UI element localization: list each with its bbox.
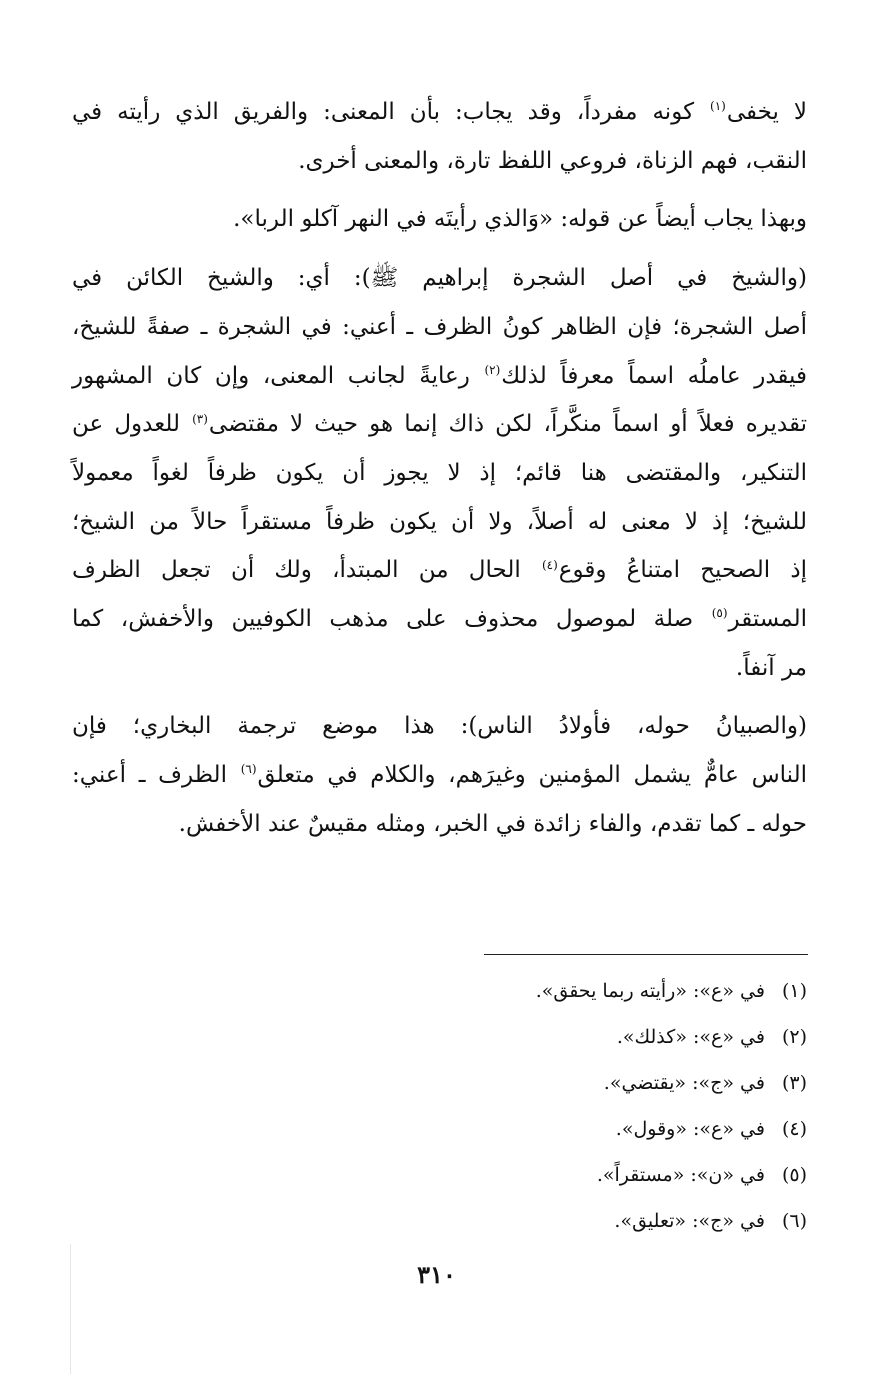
- text-line: التنكير، والمقتضى هنا قائم؛ إذ لا يجوز أن يكون ظرفاً لغواً معمولاً: [72, 459, 807, 486]
- footnote-item: [407, 1152, 807, 1198]
- text-line: مر آنفاً.: [735, 654, 807, 681]
- text-line: إذ الصحيح امتناعُ وقوع$^{(٤)}$ الحال من المبتدأ، ولك أن تجعل الظرف: [72, 557, 807, 584]
- text-line: (والصبيانُ حوله، فأولادُ الناس): هذا موضع ترجمة البخاري؛ فإن: [72, 713, 807, 740]
- footnote-number: (١): [781, 980, 807, 1002]
- footnote-marker[interactable]: (٤): [541, 557, 558, 572]
- footnote-marker[interactable]: (٣): [192, 411, 208, 426]
- footnote-text: في «ن»: «مستقراً».: [596, 1164, 765, 1186]
- footnote-number: (٤): [781, 1118, 807, 1140]
- text-line: وبهذا يجاب أيضاً عن قوله: «وَالذي رأيتَه في النهر آكلو الربا».: [233, 206, 807, 233]
- footnote-marker[interactable]: (٥): [711, 606, 728, 621]
- text-line: للشيخ؛ إذ لا معنى له أصلاً، ولا أن يكون ظرفاً مستقراً حالاً من الشيخ؛: [72, 508, 807, 535]
- paragraph-2: [72, 195, 807, 244]
- footnote-separator: [484, 954, 808, 955]
- footnote-item: [407, 1106, 807, 1152]
- footnote-number: (٢): [781, 1026, 807, 1048]
- text-line: أصل الشجرة؛ فإن الظاهر كونُ الظرف ـ أعني: في الشجرة ـ صفةً للشيخ،: [72, 313, 807, 340]
- footnote-text: في «ج»: «تعليق».: [614, 1210, 765, 1232]
- page-edge-line: [70, 1244, 71, 1374]
- main-text: [72, 88, 807, 859]
- footnote-item: [407, 1014, 807, 1060]
- footnote-number: (٥): [781, 1164, 807, 1186]
- text-line: حوله ـ كما تقدم، والفاء زائدة في الخبر، ومثله مقيسٌ عند الأخفش.: [178, 810, 807, 837]
- footnote-number: (٣): [781, 1072, 807, 1094]
- footnote-item: [407, 1060, 807, 1106]
- footnote-text: في «ع»: «كذلك».: [616, 1026, 765, 1048]
- footnotes-list: [407, 968, 807, 1244]
- footnote-marker[interactable]: (٢): [484, 362, 501, 377]
- footnote-marker[interactable]: (١): [710, 99, 726, 114]
- footnote-item: [407, 1198, 807, 1244]
- text-line: لا يخفى$^{(١)}$ كونه مفرداً، وقد يجاب: بأن المعنى: والفريق الذي رأيته في: [72, 99, 808, 125]
- footnote-item: [407, 968, 807, 1014]
- paragraph-1: [72, 88, 807, 185]
- paragraph-4: [72, 702, 807, 848]
- footnote-marker[interactable]: (٦): [240, 762, 257, 777]
- footnote-text: في «ع»: «رأيته ربما يحقق».: [535, 980, 765, 1002]
- text-line: الناس عامٌّ يشمل المؤمنين وغيرَهم، والكلام في متعلق$^{(٦)}$ الظرف ـ أعني:: [72, 762, 807, 789]
- text-line: النقب، فهم الزناة، فروعي اللفظ تارة، والمعنى أخرى.: [298, 147, 807, 174]
- text-line: المستقر$^{(٥)}$ صلة لموصول محذوف على مذهب الكوفيين والأخفش، كما: [72, 606, 807, 633]
- footnote-number: (٦): [781, 1210, 807, 1232]
- text-line: فيقدر عاملُه اسماً معرفاً لذلك$^{(٢)}$ رعايةً لجانب المعنى، وإن كان المشهور: [72, 362, 807, 389]
- text-line: تقديره فعلاً أو اسماً منكَّراً، لكن ذاك إنما هو حيث لا مقتضى$^{(٣)}$ للعدول عن: [72, 411, 807, 438]
- text-line: (والشيخ في أصل الشجرة إبراهيم ﷺ): أي: والشيخ الكائن في: [72, 265, 807, 292]
- footnote-text: في «ج»: «يقتضي».: [603, 1072, 765, 1094]
- page-number: ٣١٠: [417, 1260, 456, 1289]
- paragraph-3: [72, 254, 807, 692]
- footnote-text: في «ع»: «وقول».: [615, 1118, 765, 1140]
